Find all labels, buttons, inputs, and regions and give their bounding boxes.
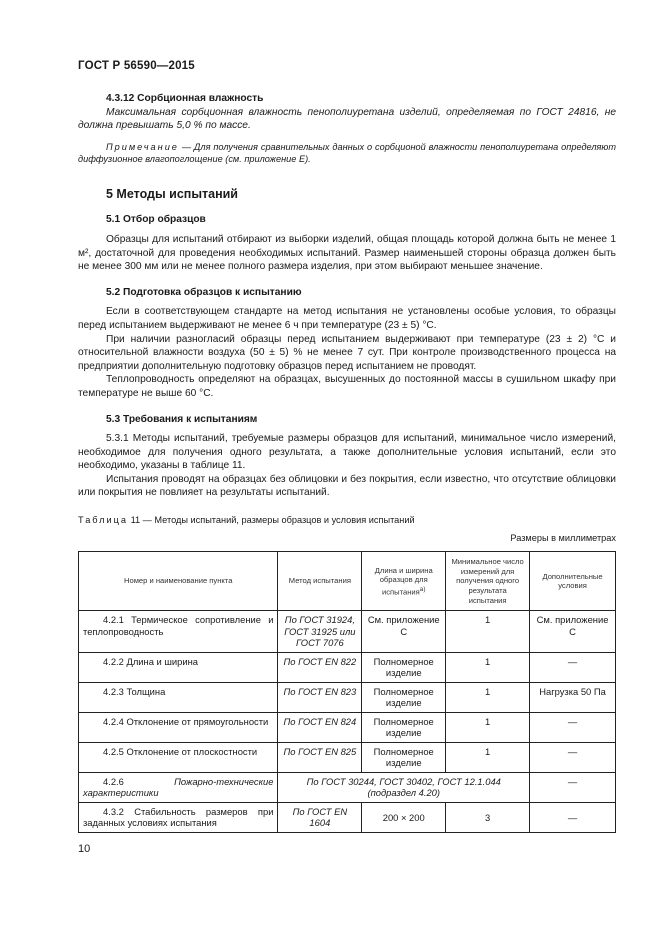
cell-name-text: Стабильность размеров при заданных условиях испытания bbox=[83, 805, 274, 829]
cell-name bbox=[79, 802, 278, 832]
methods-table bbox=[78, 551, 616, 833]
section-5-2-p3: Теплопроводность определяют на образцах, высушенных до постоянной массы в сушильном шкафу при температуре не выше 60 °С. bbox=[78, 374, 616, 399]
cell-method: По ГОСТ EN 825 bbox=[278, 742, 362, 772]
cell-conditions: — bbox=[530, 712, 616, 742]
page-number: 10 bbox=[78, 843, 91, 855]
cell-method: По ГОСТ 31924, ГОСТ 31925 или ГОСТ 7076 bbox=[278, 611, 362, 653]
table-row bbox=[79, 611, 616, 653]
section-5-2-heading: 5.2 Подготовка образцов к испытанию bbox=[106, 286, 302, 298]
header-size-text: Длина и ширина образцов для испытания bbox=[374, 565, 433, 597]
cell-count: 1 bbox=[446, 652, 530, 682]
cell-name bbox=[79, 611, 278, 653]
cell-conditions: — bbox=[530, 802, 616, 832]
section-5-3-p2: Испытания проводят на образцах без облицовки и без покрытия, если известно, что отсутствие облицовки или покрытия не повлияет на результаты испытаний. bbox=[78, 473, 616, 499]
cell-conditions: Нагрузка 50 Па bbox=[530, 682, 616, 712]
section-5-heading: 5 Методы испытаний bbox=[106, 186, 238, 201]
note-label: Примечание bbox=[106, 141, 179, 152]
table-units: Размеры в миллиметрах bbox=[510, 532, 616, 543]
cell-method: По ГОСТ EN 824 bbox=[278, 712, 362, 742]
cell-size: Полномерное изделие bbox=[362, 742, 446, 772]
section-5-1-text: Образцы для испытаний отбирают из выборки изделий, общая площадь которой должна быть не менее 1 м², достаточной для проведения необходимых испытаний. Размер наименьшей стороны образца должен быть не менее 300 мм или не менее полного размера изделия, при этом выбирают меньшее значение. bbox=[78, 233, 616, 273]
section-5-2-p2: При наличии разногласий образцы перед испытанием выдерживают при температуре (23 ± 2) °С и относительной влажности воздуха (50 ± 5) % не менее 7 сут. При контроле производственного процесса на предприятии дополнительную подготовку образцов перед испытанием не проводят. bbox=[78, 333, 616, 372]
table-caption bbox=[78, 514, 616, 528]
table-row bbox=[79, 712, 616, 742]
page-content bbox=[78, 92, 616, 833]
table-caption-text: 11 — Методы испытаний, размеры образцов и условия испытаний bbox=[128, 515, 415, 526]
header-count: Минимальное число измерений для получения одного результата испытания bbox=[446, 552, 530, 611]
cell-name bbox=[79, 742, 278, 772]
cell-name-text: Пожарно-технические характеристики bbox=[83, 775, 274, 799]
table-caption-label: Таблица bbox=[78, 515, 129, 526]
cell-num: 4.2.2 bbox=[103, 655, 124, 667]
cell-num: 4.2.4 bbox=[103, 715, 124, 727]
header-method: Метод испытания bbox=[278, 552, 362, 611]
cell-num: 4.2.5 bbox=[103, 745, 124, 757]
cell-method: По ГОСТ EN 1604 bbox=[278, 802, 362, 832]
section-5-3-heading: 5.3 Требования к испытаниям bbox=[106, 413, 258, 425]
cell-name-text: Термическое сопротивление и теплопроводность bbox=[83, 614, 274, 637]
cell-name bbox=[79, 772, 278, 802]
cell-size: См. приложение С bbox=[362, 611, 446, 653]
header-name: Номер и наименование пункта bbox=[79, 552, 278, 611]
cell-size: Полномерное изделие bbox=[362, 712, 446, 742]
cell-num: 4.3.2 bbox=[103, 805, 124, 817]
cell-size: Полномерное изделие bbox=[362, 652, 446, 682]
section-4-3-12-text: Максимальная сорбционная влажность пенополиуретана изделий, определяемая по ГОСТ 24816, не должна превышать 5,0 % по массе. bbox=[78, 106, 616, 132]
section-5-1-heading: 5.1 Отбор образцов bbox=[106, 214, 206, 226]
table-row bbox=[79, 652, 616, 682]
cell-count: 1 bbox=[446, 682, 530, 712]
cell-num: 4.2.1 bbox=[103, 614, 124, 626]
cell-name bbox=[79, 652, 278, 682]
cell-size: Полномерное изделие bbox=[362, 682, 446, 712]
note bbox=[78, 141, 616, 166]
cell-count: 1 bbox=[446, 742, 530, 772]
cell-conditions: См. приложение С bbox=[530, 611, 616, 653]
cell-conditions: — bbox=[530, 652, 616, 682]
cell-name-text: Длина и ширина bbox=[126, 655, 198, 667]
cell-name bbox=[79, 682, 278, 712]
cell-name-text: Отклонение от плоскостности bbox=[126, 745, 258, 757]
table-header-row bbox=[79, 552, 616, 611]
table-row bbox=[79, 742, 616, 772]
header-size-sup: а) bbox=[419, 585, 426, 593]
section-5-3-p1: 5.3.1 Методы испытаний, требуемые размеры образцов для испытаний, минимальное число измерений, необходимое для получения одного результата, а также дополнительные условия испытаний, если это необходимо, указаны в таблице 11. bbox=[78, 433, 616, 472]
document-header: ГОСТ Р 56590—2015 bbox=[78, 60, 195, 72]
header-conditions: Дополнительные условия bbox=[530, 552, 616, 611]
cell-name bbox=[79, 712, 278, 742]
cell-conditions: — bbox=[530, 742, 616, 772]
cell-method: По ГОСТ EN 822 bbox=[278, 652, 362, 682]
cell-count: 1 bbox=[446, 611, 530, 653]
section-4-3-12-heading: 4.3.12 Сорбционная влажность bbox=[106, 93, 264, 104]
cell-method-merged: По ГОСТ 30244, ГОСТ 30402, ГОСТ 12.1.044 (подраздел 4.20) bbox=[278, 772, 530, 802]
cell-count: 1 bbox=[446, 712, 530, 742]
note-text: — Для получения сравнительных данных о сорбционой влажности пенополиуретана определяют диффузионное влагопоглощение (см. приложение Е). bbox=[78, 141, 616, 165]
cell-count: 3 bbox=[446, 802, 530, 832]
table-row bbox=[79, 772, 616, 802]
cell-conditions: — bbox=[530, 772, 616, 802]
section-5-2-p1: Если в соответствующем стандарте на метод испытания не установлены особые условия, то образцы перед испытанием выдерживают не менее 6 ч при температуре (23 ± 5) °С. bbox=[78, 306, 616, 331]
table-row bbox=[79, 682, 616, 712]
cell-method: По ГОСТ EN 823 bbox=[278, 682, 362, 712]
cell-name-text: Толщина bbox=[126, 685, 166, 697]
table-row bbox=[79, 802, 616, 832]
cell-size: 200 × 200 bbox=[362, 802, 446, 832]
cell-name-text: Отклонение от прямоугольности bbox=[126, 715, 269, 727]
cell-num: 4.2.3 bbox=[103, 685, 124, 697]
header-size bbox=[362, 552, 446, 611]
cell-num: 4.2.6 bbox=[103, 775, 124, 787]
